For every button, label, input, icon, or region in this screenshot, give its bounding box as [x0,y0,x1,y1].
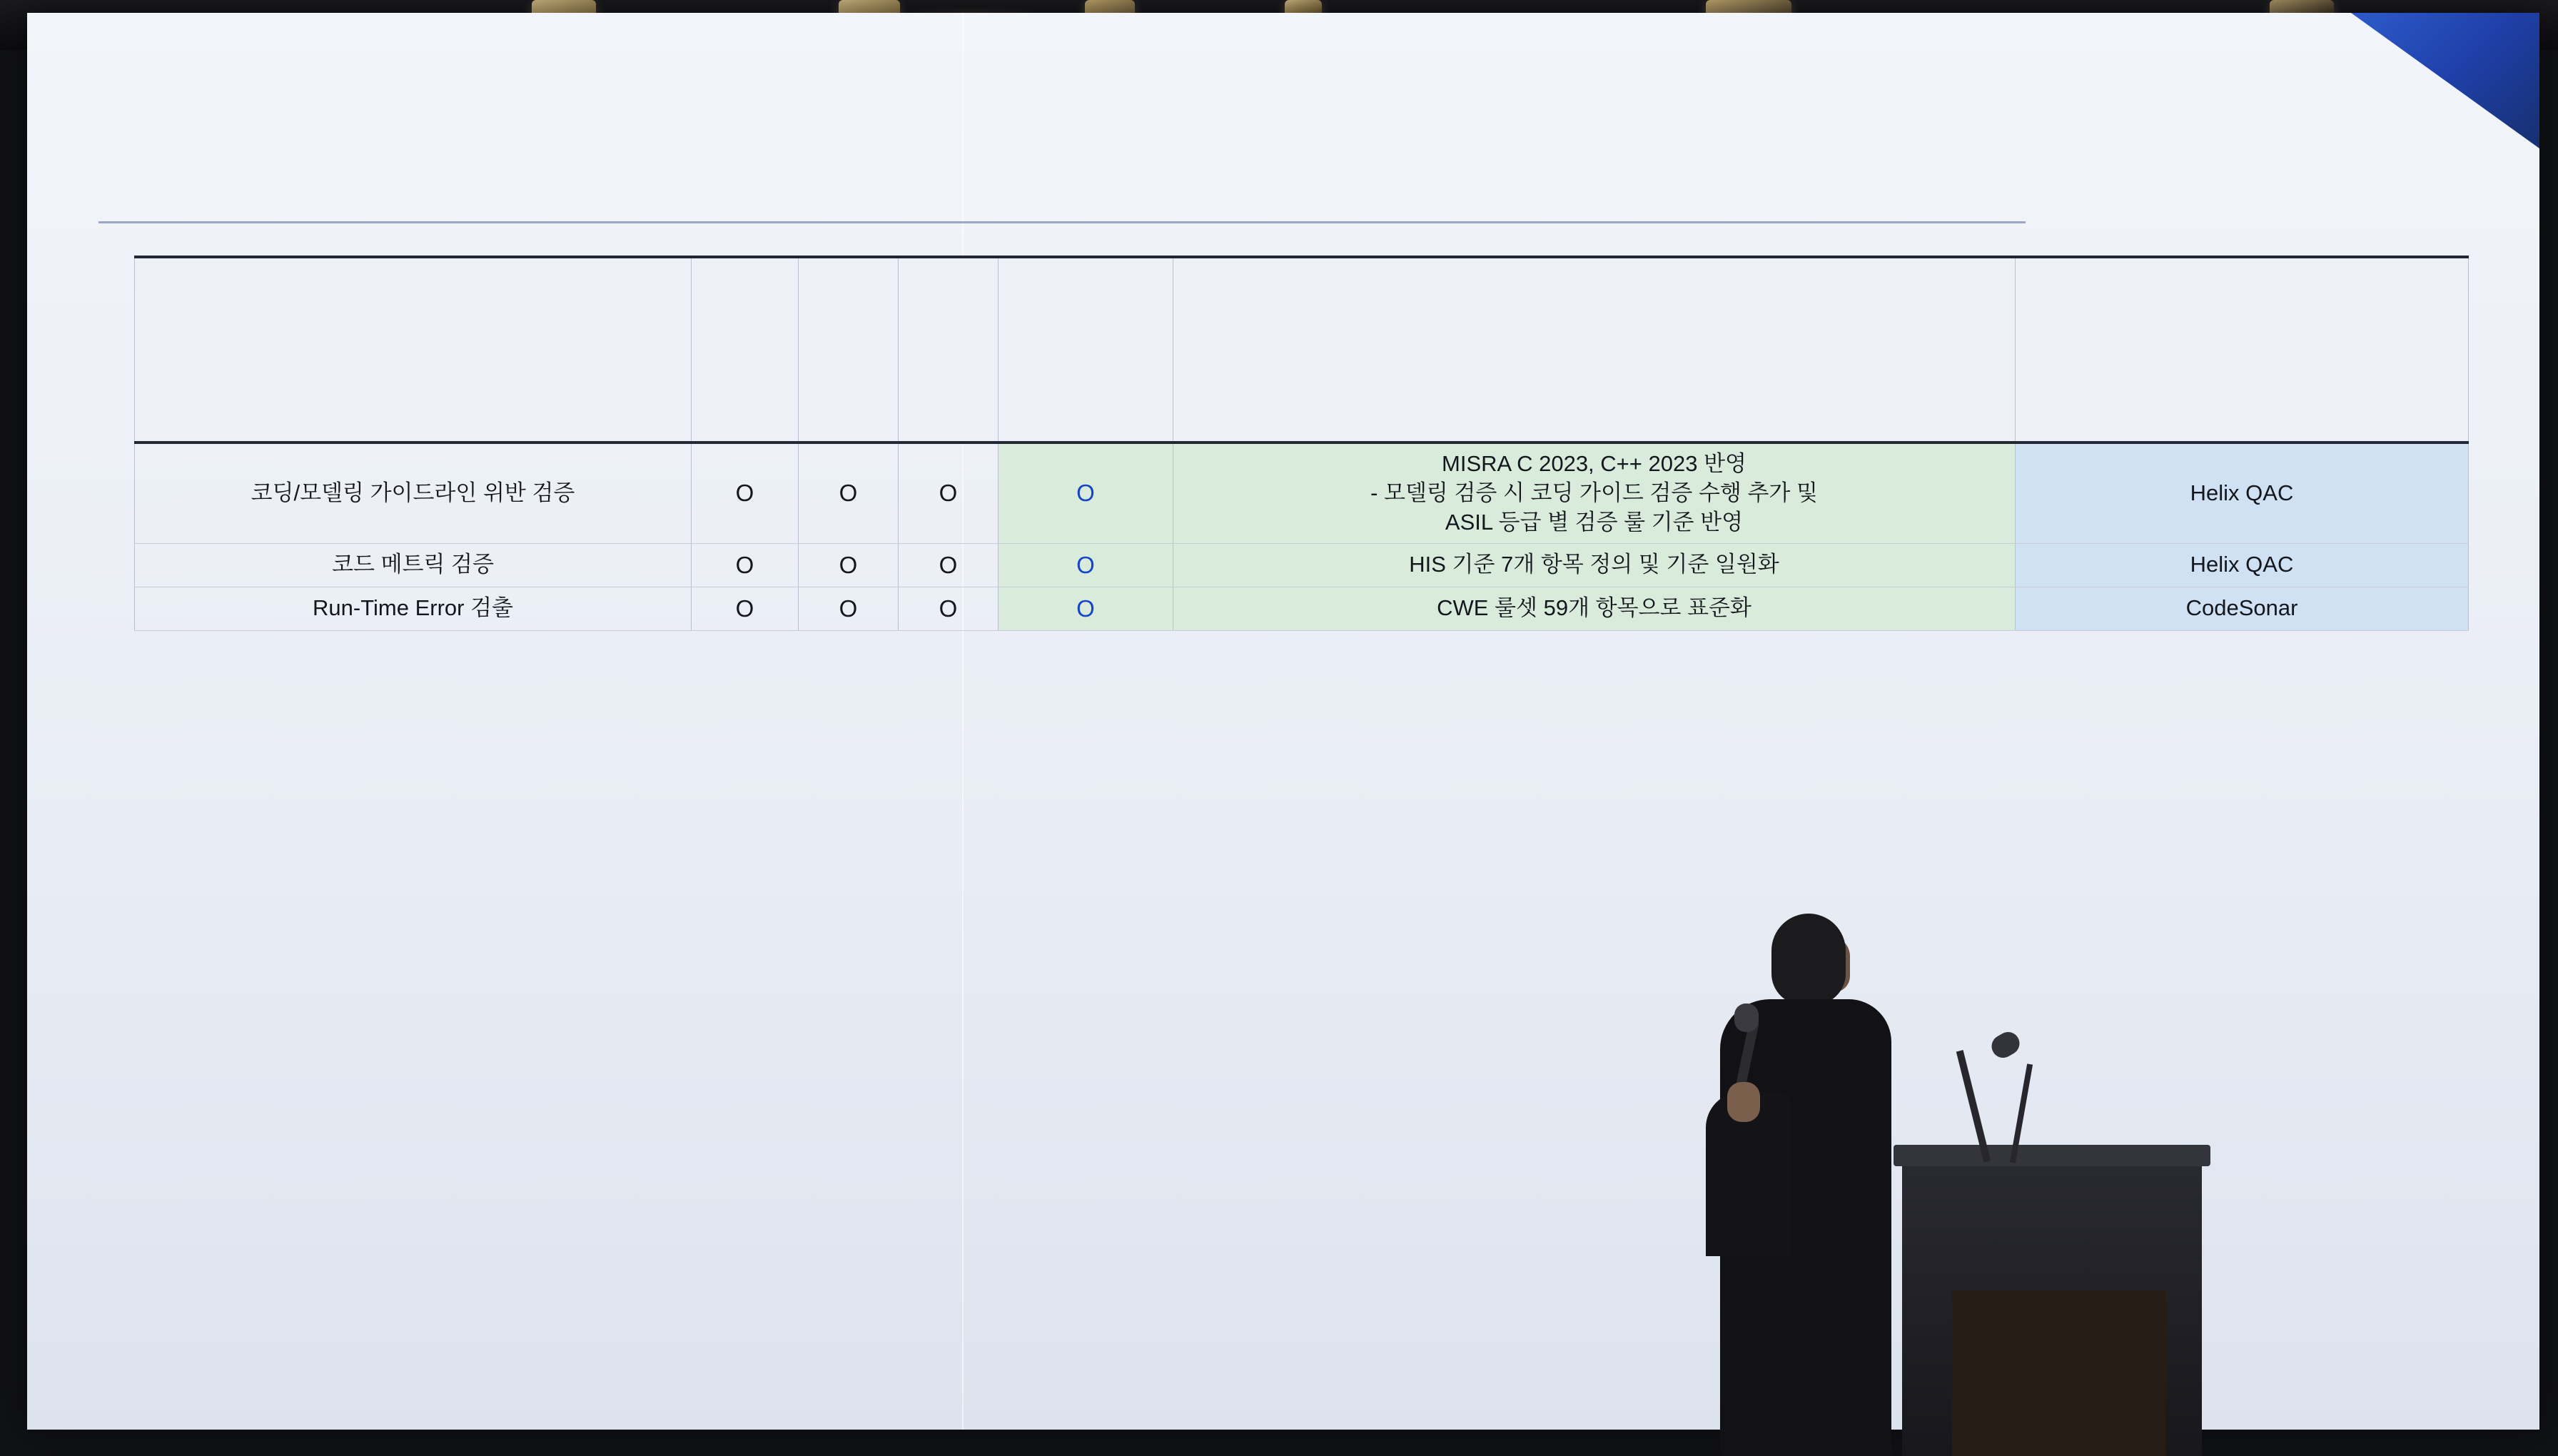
cell-tool: Helix QAC [2016,543,2469,587]
cell-standard-line: HIS 기준 7개 항목 정의 및 기준 일원화 [1409,552,1779,577]
cell-integrated-mark: O [1076,551,1095,578]
table-row [135,443,2469,543]
table-row [135,587,2469,630]
cell-electronics-mark: O [735,595,754,622]
cell-standard [1173,543,2016,587]
header-item [135,257,692,443]
cell-standard-line: MISRA C 2023, C++ 2023 반영 [1442,451,1746,476]
podium-top [1894,1145,2210,1166]
verification-table [134,256,2469,631]
cell-item: 코드 메트릭 검증 [135,543,692,587]
header-infotainment [799,257,899,443]
cell-item: 코딩/모델링 가이드라인 위반 검증 [135,443,692,543]
podium-branding [1928,1183,2142,1262]
cell-integrated-mark: O [1076,595,1095,622]
projector-seam [962,13,964,1430]
cell-integrated-mark: O [1076,480,1095,507]
speaker-head [1771,914,1846,1005]
cell-standard [1173,587,2016,630]
cell-infotainment [799,587,899,630]
cell-standard-line: ASIL 등급 별 검증 룰 기준 반영 [1445,509,1744,535]
cell-chassis [899,443,999,543]
header-tool [2016,257,2469,443]
table-row [135,543,2469,587]
cell-infotainment [799,443,899,543]
cell-chassis [899,587,999,630]
header-integrated [999,257,1173,443]
cell-item: Run-Time Error 검출 [135,587,692,630]
cell-standard-line: - 모델링 검증 시 코딩 가이드 검증 수행 추가 및 [1370,480,1818,505]
cell-chassis-mark: O [939,480,958,507]
cell-tool: Helix QAC [2016,443,2469,543]
cell-standard-line: CWE 룰셋 59개 항목으로 표준화 [1437,595,1751,621]
cell-infotainment-mark: O [839,480,858,507]
cell-electronics [692,443,799,543]
title-divider [98,221,2026,223]
cell-integrated [999,443,1173,543]
cell-integrated [999,543,1173,587]
cell-tool: CodeSonar [2016,587,2469,630]
header-standard [1173,257,2016,443]
cell-standard [1173,443,2016,543]
cell-chassis-mark: O [939,595,958,622]
speaker-silhouette [1706,914,1891,1456]
cell-chassis-mark: O [939,551,958,578]
cell-electronics [692,543,799,587]
cell-electronics-mark: O [735,480,754,507]
cell-infotainment [799,543,899,587]
verification-table-wrapper [134,256,2468,631]
cell-infotainment-mark: O [839,595,858,622]
podium [1902,1155,2202,1456]
podium-front-panel [1952,1290,2166,1456]
cell-infotainment-mark: O [839,551,858,578]
table-header-row [135,257,2469,443]
header-electronics [692,257,799,443]
cell-chassis [899,543,999,587]
cell-electronics-mark: O [735,551,754,578]
cell-integrated [999,587,1173,630]
speaker-hand [1727,1082,1760,1122]
handheld-microphone-head [1734,1003,1759,1032]
cell-electronics [692,587,799,630]
table-body [135,443,2469,630]
header-chassis [899,257,999,443]
